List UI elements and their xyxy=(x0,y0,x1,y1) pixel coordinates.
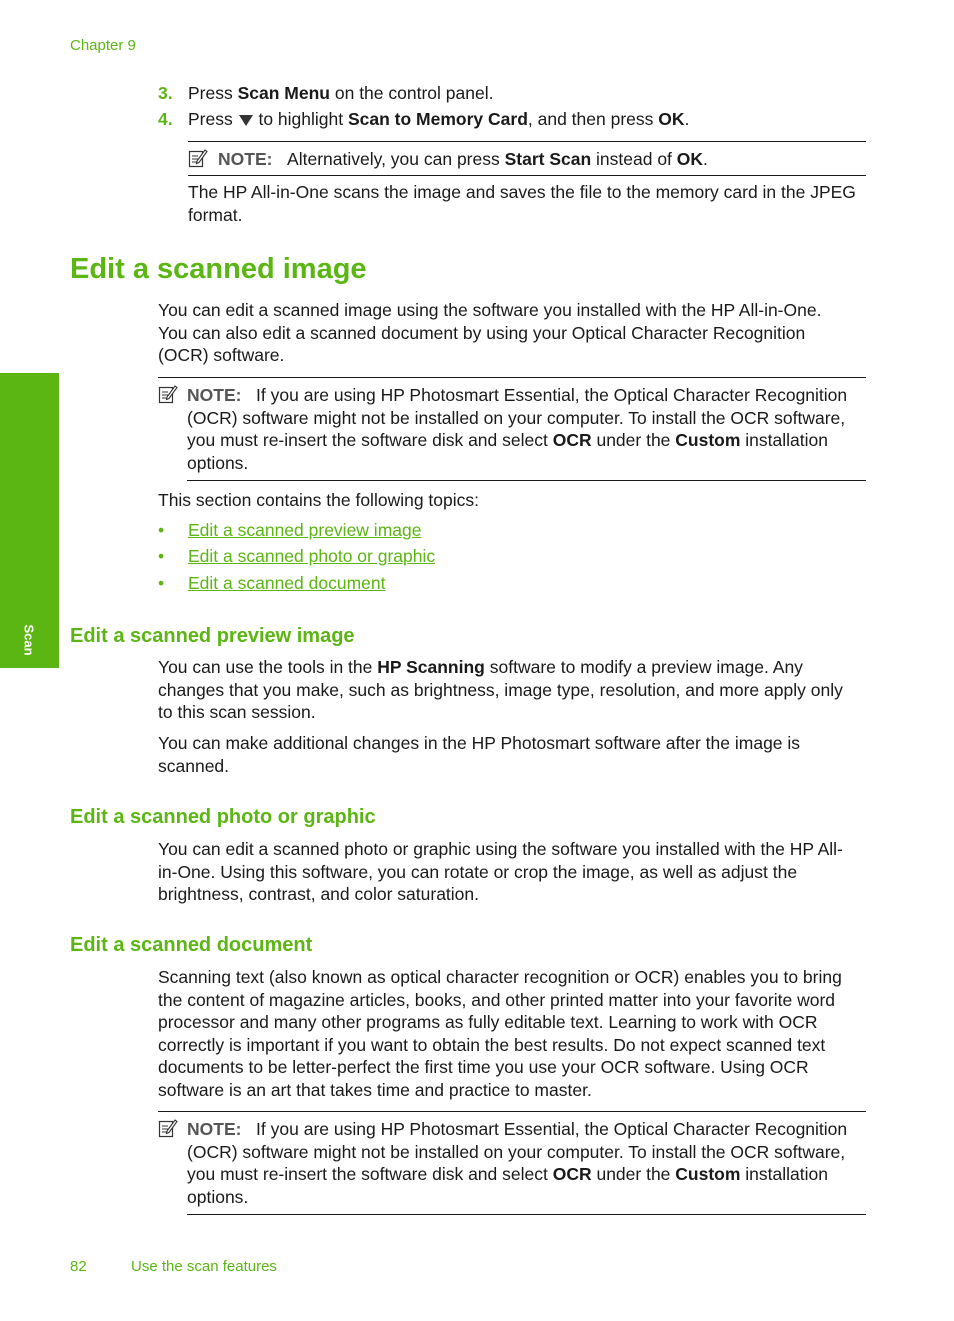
document-paragraph: Scanning text (also known as optical character recognition or OCR) enables you to bring the content of magazine articles, books, and other printed matter into your favorite word processor and many other programs as fully editable text. Learning to work with OCR correctly is important if you want to obtain the best results. Do not expect scanned text documents to be letter-perfect the first time you use your OCR software. Using OCR software is an art that takes time and practice to master. xyxy=(158,967,842,1100)
note-1-top-rule xyxy=(188,141,866,142)
subsection-title-preview: Edit a scanned preview image xyxy=(70,625,355,647)
step-3: 3. Press Scan Menu on the control panel. xyxy=(158,83,494,103)
note-2: NOTE: If you are using HP Photosmart Essential, the Optical Character Recognition (OCR) software might not be installed on your computer. To install the OCR software, you must re-insert the software disk and select OCR under the Custom installation options. xyxy=(187,385,848,473)
note-icon xyxy=(158,1118,178,1138)
scan-result-paragraph: The HP All-in-One scans the image and saves the file to the memory card in the JPEG format. xyxy=(188,182,856,225)
chapter-label: Chapter 9 xyxy=(70,37,136,54)
topic-link-photo-text[interactable]: Edit a scanned photo or graphic xyxy=(188,546,436,566)
topic-link-preview-text[interactable]: Edit a scanned preview image xyxy=(188,520,422,540)
page-number: 82 xyxy=(70,1258,87,1275)
step-4: 4. Press to highlight Scan to Memory Card, and then press OK. xyxy=(158,109,690,129)
section-title: Edit a scanned image xyxy=(70,253,367,285)
topic-link-document[interactable]: • Edit a scanned document xyxy=(158,573,386,593)
topic-link-photo[interactable]: • Edit a scanned photo or graphic xyxy=(158,546,436,566)
down-arrow-icon xyxy=(238,113,254,127)
topics-intro: This section contains the following topics: xyxy=(158,490,479,510)
photo-paragraph: You can edit a scanned photo or graphic using the software you installed with the HP All- in-One. Using this software, you can rotate or crop the image, as well as adjust the brightness, contrast, and color saturation. xyxy=(158,839,843,905)
preview-paragraph-1: You can use the tools in the HP Scanning software to modify a preview image. Any changes that you make, such as brightness, image type, resolution, and more apply only to this scan session. xyxy=(158,657,843,723)
note-3: NOTE: If you are using HP Photosmart Essential, the Optical Character Recognition (OCR) software might not be installed on your computer. To install the OCR software, you must re-insert the software disk and select OCR under the Custom installation options. xyxy=(187,1119,848,1207)
note-3-bottom-rule xyxy=(187,1214,866,1215)
topic-link-preview[interactable]: • Edit a scanned preview image xyxy=(158,520,422,540)
subsection-title-photo: Edit a scanned photo or graphic xyxy=(70,806,376,828)
note-2-top-rule xyxy=(158,377,866,378)
intro-paragraph: You can edit a scanned image using the software you installed with the HP All-in-One. You can also edit a scanned document by using your Optical Character Recognition (OCR) software. xyxy=(158,300,822,366)
note-1-bottom-rule xyxy=(188,175,866,176)
preview-paragraph-2: You can make additional changes in the HP Photosmart software after the image is scanned. xyxy=(158,733,801,776)
topic-link-document-text[interactable]: Edit a scanned document xyxy=(188,573,386,593)
subsection-title-document: Edit a scanned document xyxy=(70,934,313,956)
note-3-top-rule xyxy=(158,1111,866,1112)
note-icon xyxy=(158,384,178,404)
footer-title: Use the scan features xyxy=(131,1258,277,1275)
side-tab-label: Scan xyxy=(21,624,37,656)
note-2-bottom-rule xyxy=(187,480,866,481)
note-1: NOTE: Alternatively, you can press Start Scan instead of OK. xyxy=(218,149,708,169)
note-icon xyxy=(188,148,208,168)
